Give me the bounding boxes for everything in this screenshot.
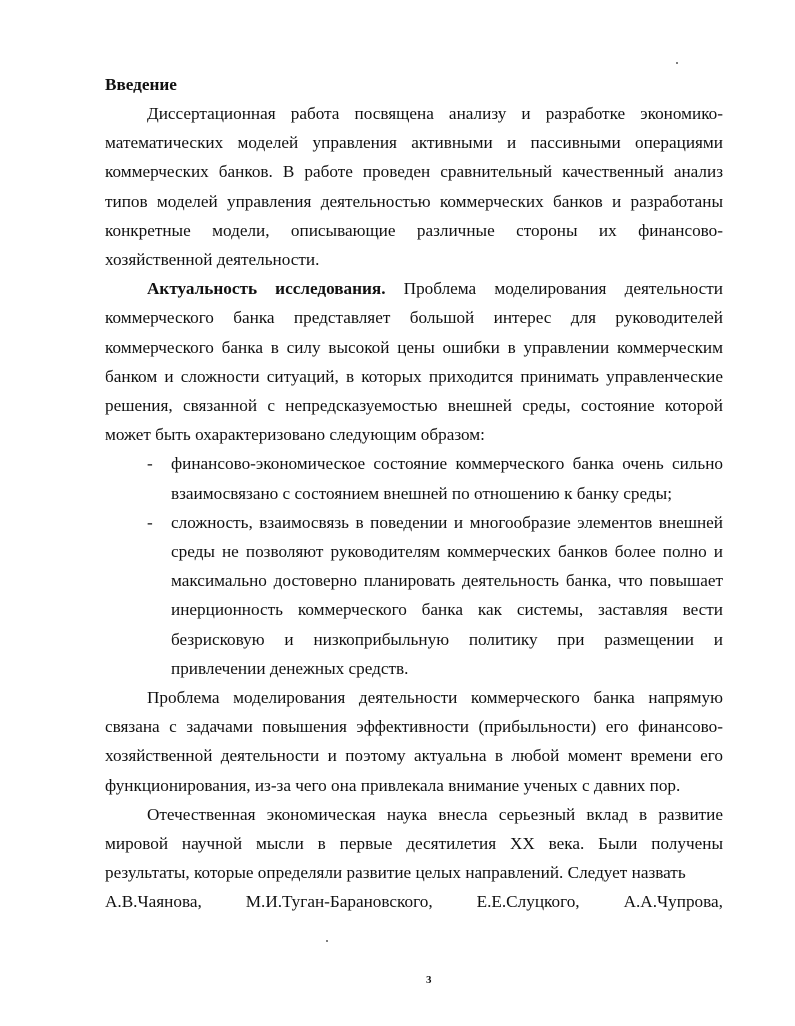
name-slutsky: Е.Е.Слуцкого, <box>476 892 580 912</box>
bullet-text: финансово-экономическое состояние коммерческого банка очень сильно взаимосвязано с состоянием внешней по отношению к банку среды; <box>171 454 723 503</box>
problem-paragraph: Проблема моделирования деятельности коммерческого банка напрямую связана с задачами повышения эффективности (прибыльности) его финансово-хозяйственной деятельности и поэтому актуальна в любой момент времени его функционирования, из-за чего она привлекала внимание ученых с давних пор. <box>105 688 723 795</box>
section-heading: Введение <box>105 75 177 94</box>
science-paragraph: Отечественная экономическая наука внесла серьезный вклад в развитие мировой научной мысли в первые десятилетия XX века. Были получены результаты, которые определяли развитие целых направлений. Следует назвать <box>105 804 723 883</box>
scan-speck <box>326 940 328 942</box>
bullet-text: сложность, взаимосвязь в поведении и многообразие элементов внешней среды не позволяют руководителям коммерческих банков более полно и максимально достоверно планировать деятельность банка, что повышает инерционность коммерческого банка как системы, заставляя вести безрисковую и низкоприбыльную политику при размещении и привлечении денежных средств. <box>171 512 723 678</box>
relevance-paragraph <box>105 274 723 449</box>
bullet-item <box>147 449 723 507</box>
relevance-lead: Актуальность исследования. <box>147 279 386 299</box>
page-number: 3 <box>426 974 432 986</box>
name-tugan-baranovsky: М.И.Туган-Барановского, <box>245 892 433 912</box>
bullet-list <box>105 449 723 683</box>
scientist-names <box>105 887 723 916</box>
scan-speck <box>676 62 678 64</box>
name-chayanov: А.В.Чаянова, <box>105 892 202 912</box>
name-chuprov: А.А.Чупрова, <box>623 892 723 912</box>
bullet-marker: - <box>147 454 153 474</box>
bullet-item <box>147 508 723 683</box>
intro-paragraph: Диссертационная работа посвящена анализу и разработке экономико-математических моделей управления активными и пассивными операциями коммерческих банков. В работе проведен сравнительный качественный анализ типов моделей управления деятельностью коммерческих банков и разработаны конкретные модели, описывающие различные стороны их финансово-хозяйственной деятельности. <box>105 104 723 270</box>
bullet-marker: - <box>147 512 153 532</box>
body-text <box>105 99 723 916</box>
relevance-text: Проблема моделирования деятельности коммерческого банка представляет большой интерес для руководителей коммерческого банка в силу высокой цены ошибки в управлении коммерческим банком и сложности ситуаций, в которых приходится принимать управленческие решения, связанной с непредсказуемостью внешней среды, состояние которой может быть охарактеризовано следующим образом: <box>105 279 724 445</box>
